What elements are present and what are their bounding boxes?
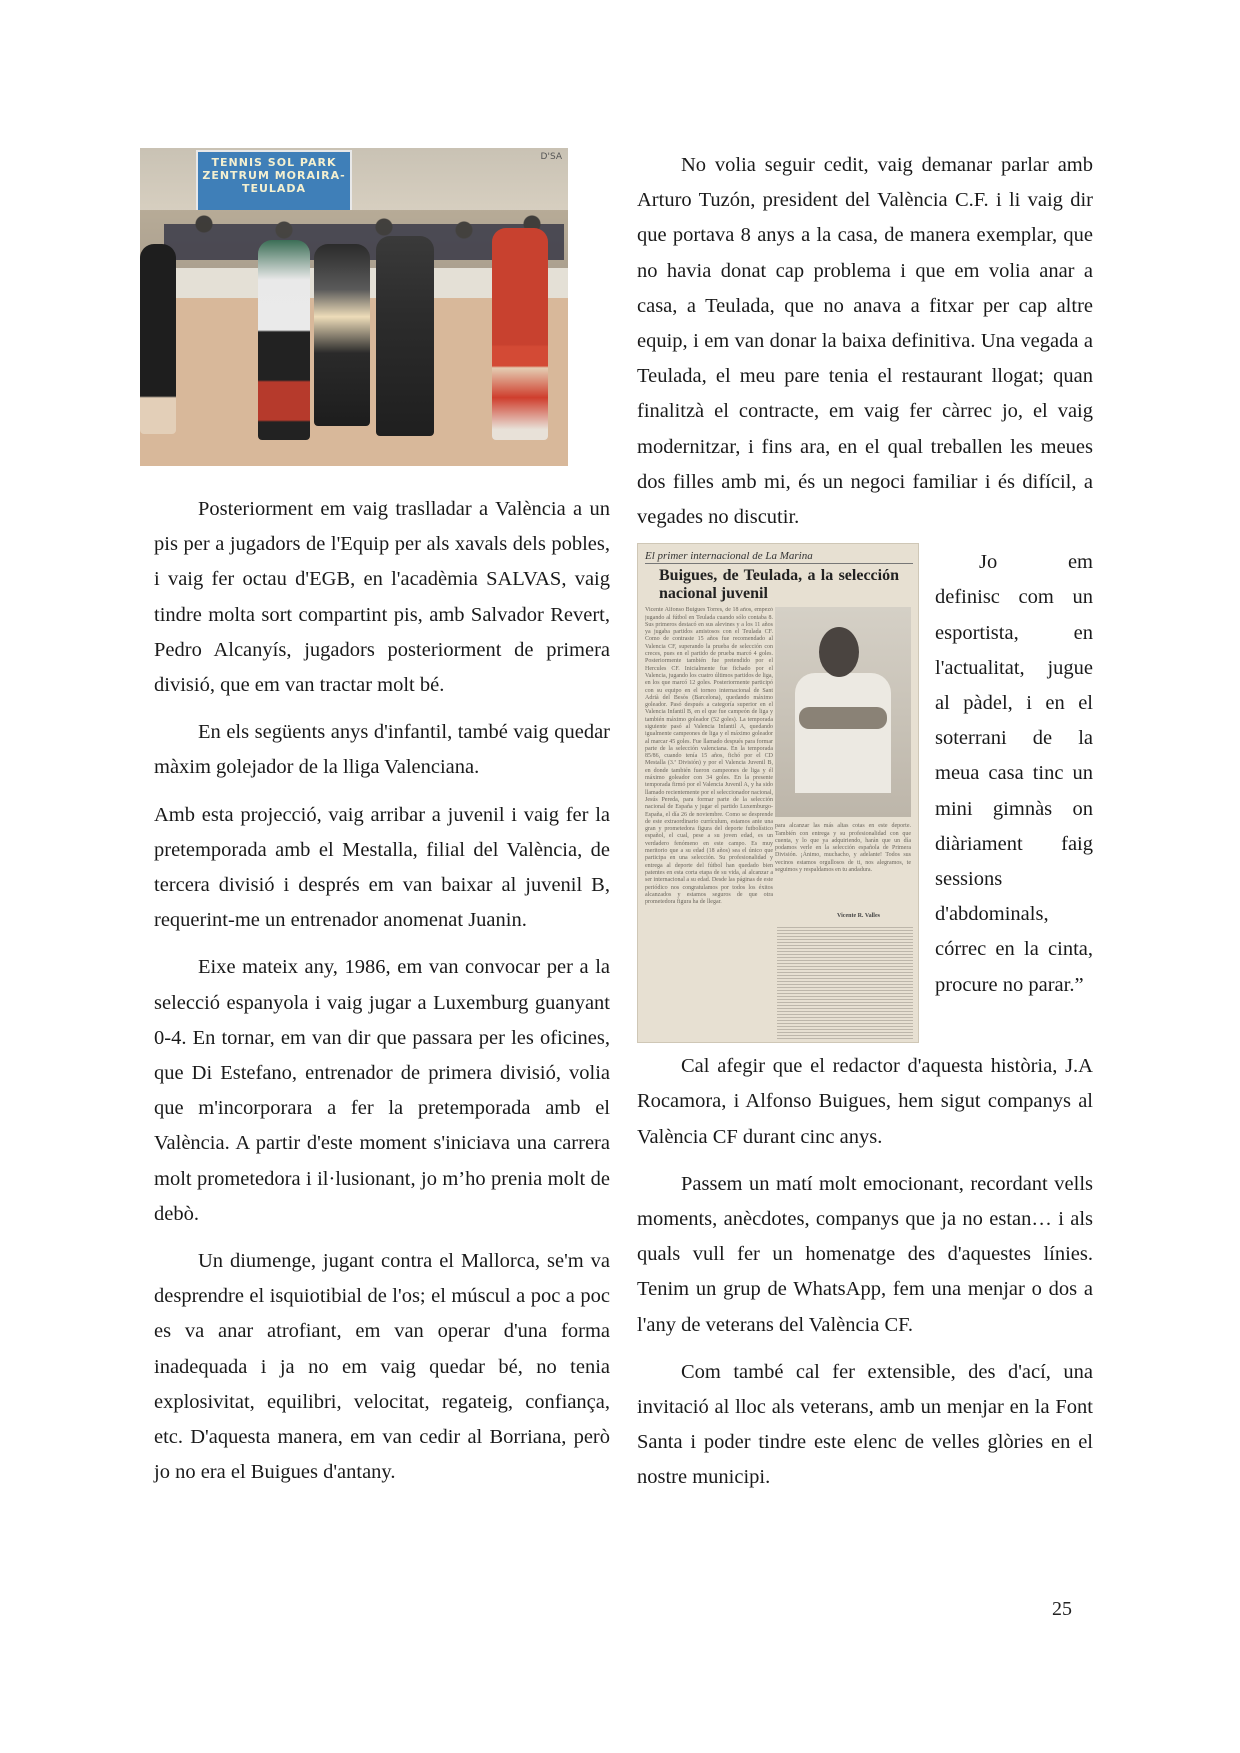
paragraph-left-2: En els següents anys d'infantil, també vaig quedar màxim golejador de la lliga Valenciana. xyxy=(154,721,610,779)
queen-figure xyxy=(314,244,370,426)
man-in-suit xyxy=(376,236,434,436)
player-left xyxy=(258,240,310,440)
paragraph-left-5: Un diumenge, jugant contra el Mallorca, se'm va desprendre el isquiotibial de l'os; el múscul a poc a poc es va anar atrofiant, em van operar d'una forma inadequada i ja no em vaig quedar bé, no tenia explosivitat, equilibri, velocitat, regateig, confiança, etc. D'aquesta manera, em van cedir al Borriana, però jo no era el Buigues d'antany. xyxy=(154,1250,610,1484)
paragraph-right-4: Passem un matí molt emocionant, recordant vells moments, anècdotes, companys que ja no estan… i als quals vull fer un homenatge des d'aquestes línies. Tenim un grup de WhatsApp, fem una menjar o dos a l'any de veterans del València CF. xyxy=(637,1172,1093,1336)
right-column xyxy=(637,148,1093,1508)
clipping-header: El primer internacional de La Marina xyxy=(645,549,913,564)
paragraph-left-1: Posteriorment em vaig traslladar a València a un pis per a jugadors de l'Equip per als xavals dels pobles, i vaig fer octau d'EGB, en l'acadèmia SALVAS, vaig tindre molta sort compartint pis, amb Salvador Revert, Pedro Alcanyís, jugadors posteriorment de primera divisió, que em van tractar molt bé. xyxy=(154,498,610,697)
clipping-body: Vicente Alfonso Buigues Torres, de 18 años, empezó jugando al fútbol en Teulada cuando sólo contaba 8. Sus primeros destacó en sus alevines y a los 11 años ya jugaba partidos amistosos con el Teulada CF. Como de contraste 15 años fue recomendado al Valencia CF, superando la prueba de selección con creces, pues en el partido de prueba marcó 4 goles. Posteriormente también fue pretendido por el Hercules CF. Inicialmente fue fichado por el Valencia, jugando los cuatro últimos partidos de liga, en los que marcó 12 goles. Posteriormente participó con su equipo en el torneo internacional de Sant Adrià del Besòs (Barcelona), quedando máximo goleador. Pasó después a categoría superior en el Valencia Infantil B, en el que fue campeón de liga y también máximo goleador (52 goles). La temporada siguiente pasó al Valencia Infantil A, quedando igualmente campeones de liga y el máximo goleador al marcar 45 goles. Fue llamado después para formar parte de la selección valenciana. En la temporada 85/86, cuando tenía 15 años, fichó por el CD Mestalla (3.ª División) y por el Valencia Juvenil B, en donde también fueron campeones de liga y él máximo goleador con 34 goles. En la presente temporada firmó por el Valencia Juvenil A, y ha sido llamado recientemente por el seleccionador nacional, Jesús Pereda, para formar parte de la selección nacional de España y jugar el partido Luxemburgo-España, el día 26 de noviembre. Como se desprende de este extraordinario currículum, estamos ante una gran y prometedora figura del deporte futbolístico español, el cual, pese a su joven edad, es un verdadero fenómeno en este campo. Es muy meritorio que a su edad (18 años) sea el único que participa en una selección. Su profesionalidad y entrega al deporte del fútbol han quedado bien patentes en esta corta etapa de su vida, al alcanzar a ser internacional a su edad. Desde las páginas de este periódico nos congratulamos por todos los éxitos alcanzados y estamos seguros de que otra prometedora figura ha de llegar. xyxy=(645,607,773,906)
paragraph-right-5: Com també cal fer extensible, des d'ací, una invitació al lloc als veterans, amb un menjar en la Font Santa i poder tindre este elenc de velles glòries en el nostre municipi. xyxy=(637,1360,1093,1489)
paragraph-right-2: Jo em definisc com un esportista, en l'actualitat, jugue al pàdel, i en el soterrani de la meua casa tinc un mini gimnàs on diàriament faig sessions d'abdominals, córrec en la cinta, procure no parar.” xyxy=(935,551,1093,996)
clipping-title: Buigues, de Teulada, a la selección nacional juvenil xyxy=(659,567,899,603)
left-column xyxy=(154,148,610,1502)
paragraph-right-1-text: No volia seguir cedit, vaig demanar parlar amb Arturo Tuzón, president del València C.F. i li vaig dir que portava 8 anys a la casa, de manera exemplar, que no havia donat cap problema i que em volia anar a casa, a Teulada, que no anava a fitxar per cap altre equip, i em van donar la baixa definitiva. Una vegada a Teulada, el meu pare tenia el restaurant llogat; quan finalitzà el contracte, em vaig fer càrrec jo, el vaig modernitzar, i fins ara, en el qual treballen les meues dos filles amb mi, és un negoci familiar i és difícil, a vegades no discutir. xyxy=(637,154,1093,529)
newspaper-clipping xyxy=(637,543,919,1043)
paragraph-left-3: Amb esta projecció, vaig arribar a juvenil i vaig fer la pretemporada amb el Mestalla, filial del València, de tercera divisió i després em van baixar al juvenil B, requerint-me un entrenador anomenat Juanin. xyxy=(154,803,610,932)
paragraph-left-4: Eixe mateix any, 1986, em van convocar per a la selecció espanyola i vaig jugar a Luxemburg guanyant 0-4. En tornar, em van dir que passara per les oficines, que Di Estefano, entrenador de primera divisió, volia que m'incorporara a fer la pretemporada amb el València. A partir d'este moment s'iniciava una carrera molt prometedora i il·lusionant, jo m’ho prenia molt de debò. xyxy=(154,956,610,1225)
clipping-author: Vicente R. Valles xyxy=(837,913,880,920)
paragraph-right-3: Cal afegir que el redactor d'aquesta història, J.A Rocamora, i Alfonso Buigues, hem sigut companys al València CF durant cinc anys. xyxy=(637,1055,1093,1148)
page-number: 25 xyxy=(1052,1598,1072,1620)
referee-left xyxy=(140,244,176,434)
clipping-text-lines xyxy=(777,927,913,1039)
banner-text: TENNIS SOL PARK ZENTRUM MORAIRA-TEULADA xyxy=(202,156,346,195)
paragraph-right-1 xyxy=(637,148,1093,535)
clipping-photo xyxy=(775,607,911,817)
player-right xyxy=(492,228,548,440)
clipping-body-right: para alcanzar las más altas cotas en este deporte. También con entrega y su profesionalidad con que cuenta, y lo que ya adquiriendo, harán que un día podamos verle en la selección española de Primera División. ¡Ánimo, muchacho, y adelante! Todos sus vecinos estamos orgullosos de ti, nos alegramos, te seguimos y respaldamos en tu andadura. xyxy=(775,823,911,874)
sign-fragment: D'SA xyxy=(540,152,562,162)
football-photo xyxy=(140,148,568,466)
